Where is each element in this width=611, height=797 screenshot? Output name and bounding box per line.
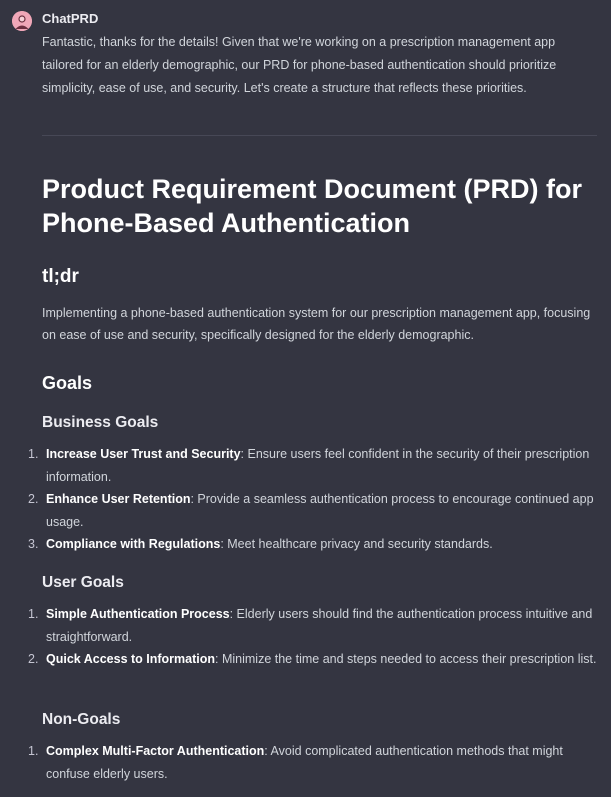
user-goals-list <box>18 603 598 671</box>
document-title: Product Requirement Document (PRD) for Phone-Based Authentication <box>42 174 583 238</box>
list-item: 2. Quick Access to Information: Minimize the time and steps needed to access their prescription list. <box>28 652 597 666</box>
non-goals-heading: Non-Goals <box>42 711 121 728</box>
tldr-heading: tl;dr <box>42 266 79 287</box>
list-item: 1. Simple Authentication Process: Elderly users should find the authentication process intuitive and straightforward. <box>28 607 593 644</box>
business-goals-list <box>18 443 598 556</box>
list-item: 1. Complex Multi-Factor Authentication: Avoid complicated authentication methods that might confuse elderly users. <box>28 744 563 781</box>
non-goals-list <box>18 740 598 785</box>
chatprd-avatar-icon <box>12 11 32 31</box>
list-item: 2. Enhance User Retention: Provide a seamless authentication process to encourage continued app usage. <box>28 492 594 529</box>
divider <box>42 135 597 136</box>
list-item: 3. Compliance with Regulations: Meet healthcare privacy and security standards. <box>28 537 493 551</box>
user-goals-heading: User Goals <box>42 574 124 591</box>
list-item: 1. Increase User Trust and Security: Ensure users feel confident in the security of their prescription information. <box>28 447 590 484</box>
intro-text: Fantastic, thanks for the details! Given that we're working on a prescription management app tailored for an elderly demographic, our PRD for phone-based authentication should prioritize simplicity, ease of use, and security. Let's create a structure that reflects these priorities. <box>42 35 557 95</box>
message-author: ChatPRD <box>42 11 99 26</box>
tldr-text: Implementing a phone-based authentication system for our prescription management app, focusing on ease of use and security, specifically designed for the elderly demographic. <box>42 306 591 342</box>
business-goals-heading: Business Goals <box>42 414 159 431</box>
goals-heading: Goals <box>42 373 93 393</box>
